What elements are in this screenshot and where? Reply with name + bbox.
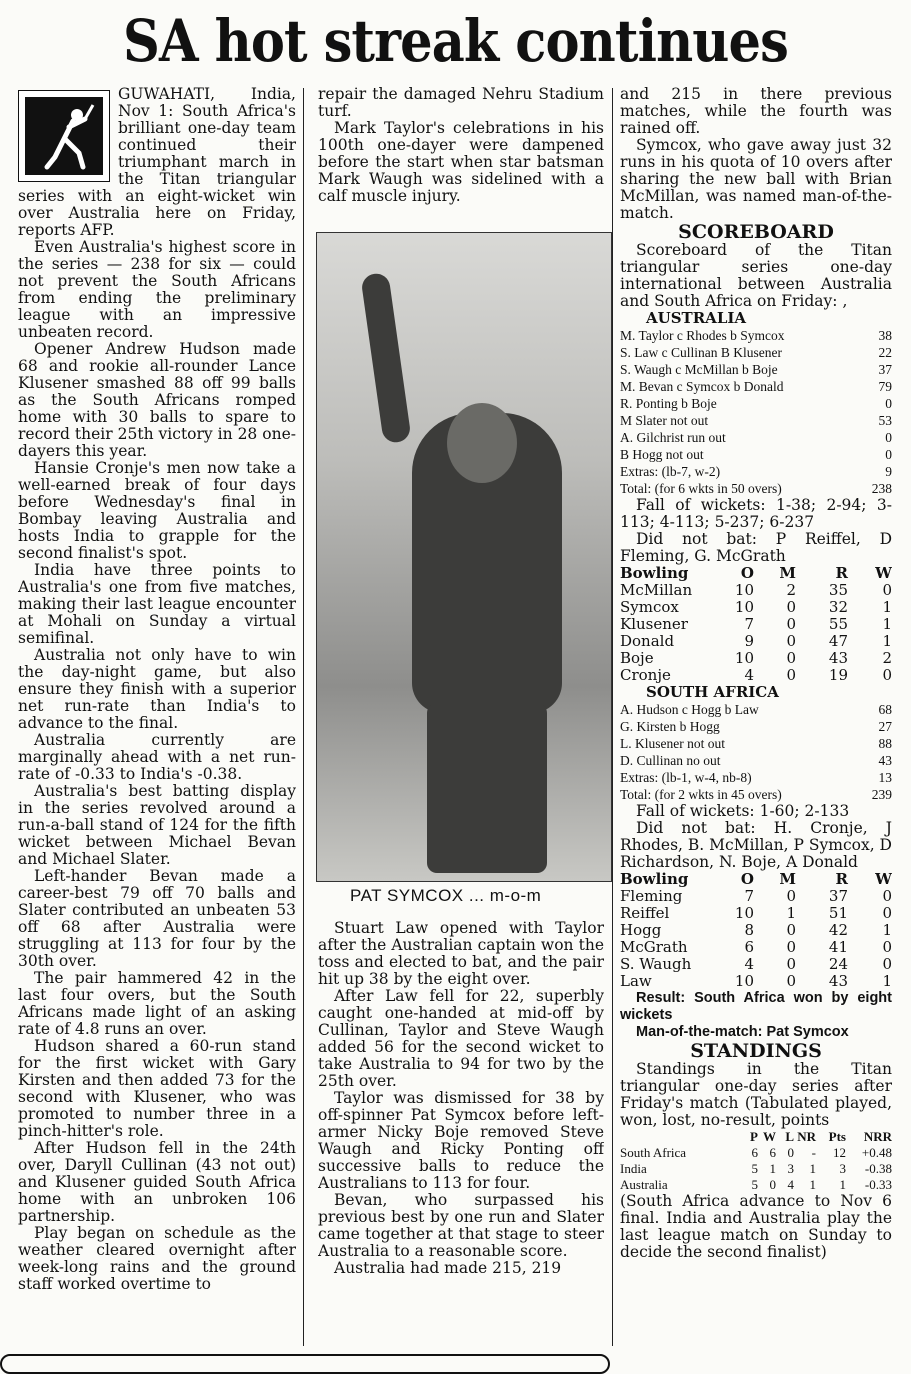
para: Even Australia's highest score in the series — 238 for six — could not prevent the South Africans from ending the preliminary league with an impressive unbeaten record. <box>18 238 296 341</box>
batsman-name: S. Law c Cullinan B Klusener <box>620 345 782 360</box>
batsman-name: B Hogg not out <box>620 447 704 462</box>
bowling-cell: 0 <box>786 887 796 905</box>
standings-cell: 12 <box>833 1145 846 1160</box>
bowling-cell: 7 <box>744 615 754 633</box>
standings-header-cell: NR <box>797 1129 816 1144</box>
next-story-box <box>0 1354 610 1374</box>
batting-row <box>620 429 892 446</box>
standings-cell: 5 <box>751 1161 758 1176</box>
standings-cell: 3 <box>839 1161 846 1176</box>
bowling-cell: Boje <box>620 649 654 667</box>
bowling-cell: 9 <box>744 632 754 650</box>
standings-cell: South Africa <box>620 1145 687 1160</box>
batsman-runs: 53 <box>878 413 892 428</box>
para: and 215 in there previous matches, while the fourth was rained off. <box>620 86 892 137</box>
bowling-cell: 1 <box>882 921 892 939</box>
standings-header-cell: Pts <box>828 1129 846 1144</box>
bowling-header <box>620 871 892 888</box>
sa-batting-list <box>620 701 892 803</box>
bowling-cell: 35 <box>828 581 848 599</box>
batting-row <box>620 344 892 361</box>
standings-header-cell: L <box>785 1129 794 1144</box>
batting-row <box>620 463 892 480</box>
bowling-cell: 0 <box>786 649 796 667</box>
bowling-cell: Hogg <box>620 921 662 939</box>
bowling-cell: Klusener <box>620 615 688 633</box>
scoreboard-title: SCOREBOARD <box>678 221 834 243</box>
bowling-cell: 6 <box>744 938 754 956</box>
standings-title: STANDINGS <box>690 1040 822 1062</box>
column-2-bottom <box>318 920 604 1350</box>
bowling-header-cell: R <box>835 564 848 582</box>
bowling-cell: 41 <box>828 938 848 956</box>
bowling-cell: 0 <box>786 598 796 616</box>
batting-row <box>620 412 892 429</box>
bowling-header-cell: Bowling <box>620 564 689 582</box>
batsman-name: R. Ponting b Boje <box>620 396 717 411</box>
photo-figure-head <box>447 403 517 483</box>
standings-cell: 1 <box>809 1161 816 1176</box>
para: India have three points to Australia's one from five matches, making their last league encounter at Mohali on Sunday a virtual semifinal. <box>18 561 296 647</box>
standings-cell: 0 <box>787 1145 794 1160</box>
column-3 <box>620 86 892 1348</box>
match-result: Result: South Africa won by eight wickets <box>620 990 892 1023</box>
bowling-cell: Fleming <box>620 887 683 905</box>
headline: SA hot streak continues <box>122 7 788 75</box>
batsman-name: A. Gilchrist run out <box>620 430 726 445</box>
bowling-cell: 0 <box>786 938 796 956</box>
para: After Law fell for 22, superbly caught one-handed at mid-off by Cullinan, Taylor and Steve Waugh added 56 for the second wicket to take Australia to 94 for two by the 25th over. <box>318 987 604 1090</box>
batsman-name: A. Hudson c Hogg b Law <box>620 702 759 717</box>
para: Australia currently are marginally ahead with a net run-rate of -0.33 to India's -0.38. <box>18 731 296 783</box>
standings-header <box>620 1129 892 1145</box>
standings-cell: 4 <box>787 1177 794 1192</box>
batsman-runs: 13 <box>878 770 892 785</box>
batting-row <box>620 327 892 344</box>
bowling-cell: Donald <box>620 632 675 650</box>
column-2-top <box>318 86 604 226</box>
para: Symcox, who gave away just 32 runs in his quota of 10 overs after sharing the new ball with Brian McMillan, was named man-of-the-match. <box>620 136 892 222</box>
batsman-runs: 37 <box>878 362 892 377</box>
standings-table <box>620 1129 892 1193</box>
bowling-cell: 8 <box>744 921 754 939</box>
batting-row <box>620 480 892 497</box>
standings-cell: 6 <box>751 1145 758 1160</box>
standings-cell: India <box>620 1161 647 1176</box>
standings-row <box>620 1145 892 1161</box>
bowling-cell: 0 <box>882 887 892 905</box>
batsman-runs: 238 <box>871 481 892 496</box>
bowling-header-cell: M <box>779 870 796 888</box>
batting-row <box>620 701 892 718</box>
para: Play began on schedule as the weather cleared overnight after week-long rains and the ground staff worked overtime to <box>18 1224 296 1293</box>
team-heading-australia: AUSTRALIA <box>646 309 747 327</box>
bowling-cell: 10 <box>734 972 754 990</box>
bowling-row <box>620 905 892 922</box>
bowling-cell: Cronje <box>620 666 671 684</box>
bowling-header-cell: O <box>740 870 754 888</box>
standings-cell: 1 <box>809 1177 816 1192</box>
bowling-header-cell: Bowling <box>620 870 689 888</box>
bowling-header-cell: O <box>740 564 754 582</box>
standings-row <box>620 1161 892 1177</box>
bowling-cell: 43 <box>828 649 848 667</box>
standings-header-cell: P <box>750 1129 758 1144</box>
bowling-row <box>620 667 892 684</box>
standings-header-cell <box>620 1129 736 1145</box>
batsman-runs: 68 <box>878 702 892 717</box>
batting-row <box>620 769 892 786</box>
bowling-header-cell: W <box>875 564 892 582</box>
bowling-row <box>620 582 892 599</box>
standings-cell: 5 <box>751 1177 758 1192</box>
batting-row <box>620 446 892 463</box>
bowling-cell: 1 <box>882 972 892 990</box>
column-rule-1 <box>303 88 304 1346</box>
batsman-name: G. Kirsten b Hogg <box>620 719 720 734</box>
column-rule-2 <box>612 88 613 1346</box>
batsman-name: M Slater not out <box>620 413 709 428</box>
batsman-name: D. Cullinan no out <box>620 753 721 768</box>
standings-cell: 3 <box>787 1161 794 1176</box>
bowling-row <box>620 888 892 905</box>
bowling-row <box>620 939 892 956</box>
para: Stuart Law opened with Taylor after the Australian captain won the toss and elected to bat, and the pair hit up 38 by the eight over. <box>318 920 604 988</box>
bowling-cell: 0 <box>786 921 796 939</box>
standings-row <box>620 1177 892 1193</box>
bowling-cell: 2 <box>882 649 892 667</box>
bowling-row <box>620 922 892 939</box>
standings-cell: 0 <box>769 1177 776 1192</box>
standings-cell: -0.33 <box>864 1177 892 1192</box>
bowling-cell: 0 <box>786 955 796 973</box>
para: Australia's best batting display in the series revolved around a run-a-ball stand of 124 for the fifth wicket between Michael Bevan and Michael Slater. <box>18 782 296 868</box>
bowling-cell: 1 <box>786 904 796 922</box>
bowling-cell: 55 <box>828 615 848 633</box>
bowling-cell: McMillan <box>620 581 693 599</box>
bowling-cell: 0 <box>786 666 796 684</box>
sa-did-not-bat: Did not bat: H. Cronje, J Rhodes, B. McMillan, P Symcox, D Richardson, N. Boje, A Donald <box>620 819 892 871</box>
bowling-cell: 7 <box>744 887 754 905</box>
bowling-cell: 4 <box>744 666 754 684</box>
standings-note: (South Africa advance to Nov 6 final. India and Australia play the last league match on Sunday to decide the second finalist) <box>620 1192 892 1261</box>
bowling-cell: 2 <box>786 581 796 599</box>
bowling-cell: 51 <box>828 904 848 922</box>
batsman-runs: 27 <box>878 719 892 734</box>
batting-row <box>620 361 892 378</box>
standings-cell: -0.38 <box>864 1161 892 1176</box>
para: Hansie Cronje's men now take a well-earned break of four days before Wednesday's final in Bombay leaving Australia and hosts India to grapple for the second finalist's spot. <box>18 459 296 562</box>
bowling-cell: 24 <box>828 955 848 973</box>
bowling-cell: Law <box>620 972 652 990</box>
bowling-header-cell: M <box>779 564 796 582</box>
batsman-runs: 239 <box>871 787 892 802</box>
standings-cell: Australia <box>620 1177 668 1192</box>
standings-cell: 6 <box>769 1145 776 1160</box>
batting-row <box>620 395 892 412</box>
player-photo <box>316 232 612 882</box>
scoreboard-intro: Scoreboard of the Titan triangular series one-day international between Australia and South Africa on Friday: , <box>620 241 892 310</box>
bowling-cell: Reiffel <box>620 904 670 922</box>
para: Bevan, who surpassed his previous best by one run and Slater came together at that stage to steer Australia to a reasonable score. <box>318 1191 604 1260</box>
batting-row <box>620 735 892 752</box>
bowling-cell: 10 <box>734 581 754 599</box>
batsman-name: Total: (for 6 wkts in 50 overs) <box>620 481 782 496</box>
bowling-cell: 37 <box>828 887 848 905</box>
photo-caption: PAT SYMCOX ... m-o-m <box>350 886 542 905</box>
bowling-header-cell: R <box>835 870 848 888</box>
bowling-cell: McGrath <box>620 938 688 956</box>
bowling-row <box>620 633 892 650</box>
standings-cell: - <box>811 1145 816 1160</box>
bowling-cell: 0 <box>786 615 796 633</box>
bowling-cell: S. Waugh <box>620 955 692 973</box>
aus-did-not-bat: Did not bat: P Reiffel, D Fleming, G. McGrath <box>620 530 892 565</box>
standings-cell: 1 <box>839 1177 846 1192</box>
bowling-cell: 0 <box>882 581 892 599</box>
sa-bowling-table <box>620 565 892 684</box>
batsman-runs: 43 <box>878 753 892 768</box>
batsman-name: M. Taylor c Rhodes b Symcox <box>620 328 785 343</box>
para: The pair hammered 42 in the last four overs, but the South Africans made light of an asking rate of 4.8 runs an over. <box>18 969 296 1038</box>
para: repair the damaged Nehru Stadium turf. <box>318 86 604 120</box>
standings-header-cell: W <box>763 1129 776 1144</box>
para: Hudson shared a 60-run stand for the first wicket with Gary Kirsten and then added 73 for the second with Klusener, who was promoted to number three in a pinch-hitter's role. <box>18 1037 296 1140</box>
bowling-row <box>620 956 892 973</box>
batsman-runs: 88 <box>878 736 892 751</box>
bowling-cell: 1 <box>882 598 892 616</box>
batsman-name: Extras: (lb-7, w-2) <box>620 464 721 479</box>
bowling-cell: 1 <box>882 632 892 650</box>
bowling-cell: 0 <box>882 666 892 684</box>
bowling-cell: 0 <box>882 904 892 922</box>
bowling-cell: Symcox <box>620 598 679 616</box>
bowling-cell: 4 <box>744 955 754 973</box>
bowling-row <box>620 650 892 667</box>
batting-row <box>620 786 892 803</box>
para: Mark Taylor's celebrations in his 100th one-dayer were dampened before the start when star batsman Mark Waugh was sidelined with a calf muscle injury. <box>318 119 604 205</box>
aus-batting-list <box>620 327 892 497</box>
bowling-cell: 0 <box>882 955 892 973</box>
section-logo-icon <box>18 90 110 182</box>
para: Australia had made 215, 219 <box>334 1259 562 1277</box>
bowling-row <box>620 973 892 990</box>
team-heading-south-africa: SOUTH AFRICA <box>646 683 779 701</box>
bowling-cell: 10 <box>734 649 754 667</box>
batsman-runs: 0 <box>885 430 892 445</box>
standings-intro: Standings in the Titan triangular one-day series after Friday's match (Tabulated played, won, lost, no-result, points <box>620 1060 892 1129</box>
column-1 <box>18 86 296 1348</box>
aus-bowling-table <box>620 871 892 990</box>
bowling-cell: 10 <box>734 598 754 616</box>
sa-fall-of-wickets: Fall of wickets: 1-60; 2-133 <box>636 802 850 820</box>
bowling-cell: 19 <box>828 666 848 684</box>
para: Left-hander Bevan made a career-best 79 off 70 balls and Slater contributed an unbeaten 53 off 68 after Australia were struggling at 113 for four by the 30th over. <box>18 867 296 970</box>
bowling-row <box>620 616 892 633</box>
para: After Hudson fell in the 24th over, Daryll Cullinan (43 not out) and Klusener guided South Africa home with an unbroken 106 partnership. <box>18 1139 296 1225</box>
batsman-name: L. Klusener not out <box>620 736 725 751</box>
bowling-cell: 10 <box>734 904 754 922</box>
aus-fall-of-wickets: Fall of wickets: 1-38; 2-94; 3-113; 4-113; 5-237; 6-237 <box>620 496 892 531</box>
batsman-runs: 79 <box>878 379 892 394</box>
batting-row <box>620 378 892 395</box>
standings-cell: 1 <box>769 1161 776 1176</box>
batsman-runs: 0 <box>885 396 892 411</box>
bowling-cell: 47 <box>828 632 848 650</box>
photo-figure-legs <box>427 703 547 873</box>
bowling-cell: 32 <box>828 598 848 616</box>
batsman-name: S. Waugh c McMillan b Boje <box>620 362 778 377</box>
batsman-name: M. Bevan c Symcox b Donald <box>620 379 784 394</box>
standings-header-cell: NRR <box>863 1129 892 1144</box>
batsman-name: Total: (for 2 wkts in 45 overs) <box>620 787 782 802</box>
batsman-runs: 22 <box>878 345 892 360</box>
batsman-runs: 9 <box>885 464 892 479</box>
bowling-cell: 0 <box>882 938 892 956</box>
batsman-runs: 0 <box>885 447 892 462</box>
photo-figure-arm <box>360 272 411 444</box>
bowling-cell: 42 <box>828 921 848 939</box>
bowling-header-cell: W <box>875 870 892 888</box>
para: Taylor was dismissed for 38 by off-spinner Pat Symcox before left-armer Nicky Boje removed Steve Waugh and Ricky Ponting off successive balls to reduce the Australians to 113 for four. <box>318 1089 604 1192</box>
batting-row <box>620 752 892 769</box>
para: Opener Andrew Hudson made 68 and rookie all-rounder Lance Klusener smashed 88 off 99 balls as the South Africans romped home with 30 balls to spare to record their 25th victory in 28 one-dayers this year. <box>18 340 296 460</box>
bowling-header <box>620 565 892 582</box>
bowling-cell: 43 <box>828 972 848 990</box>
bowling-row <box>620 599 892 616</box>
para: GUWAHATI, India, Nov 1: South Africa's brilliant one-day team continued their triumphant march in the Titan triangular series with an eight-wicket win over Australia here on Friday, reports AFP. <box>18 86 296 239</box>
man-of-the-match: Man-of-the-match: Pat Symcox <box>636 1024 849 1040</box>
bowling-cell: 0 <box>786 632 796 650</box>
para: Australia not only have to win the day-night game, but also ensure they finish with a superior net run-rate than India's to advance to the final. <box>18 646 296 732</box>
batsman-name: Extras: (lb-1, w-4, nb-8) <box>620 770 752 785</box>
standings-cell: +0.48 <box>861 1145 892 1160</box>
bowling-cell: 1 <box>882 615 892 633</box>
batting-row <box>620 718 892 735</box>
batsman-runs: 38 <box>878 328 892 343</box>
bowling-cell: 0 <box>786 972 796 990</box>
